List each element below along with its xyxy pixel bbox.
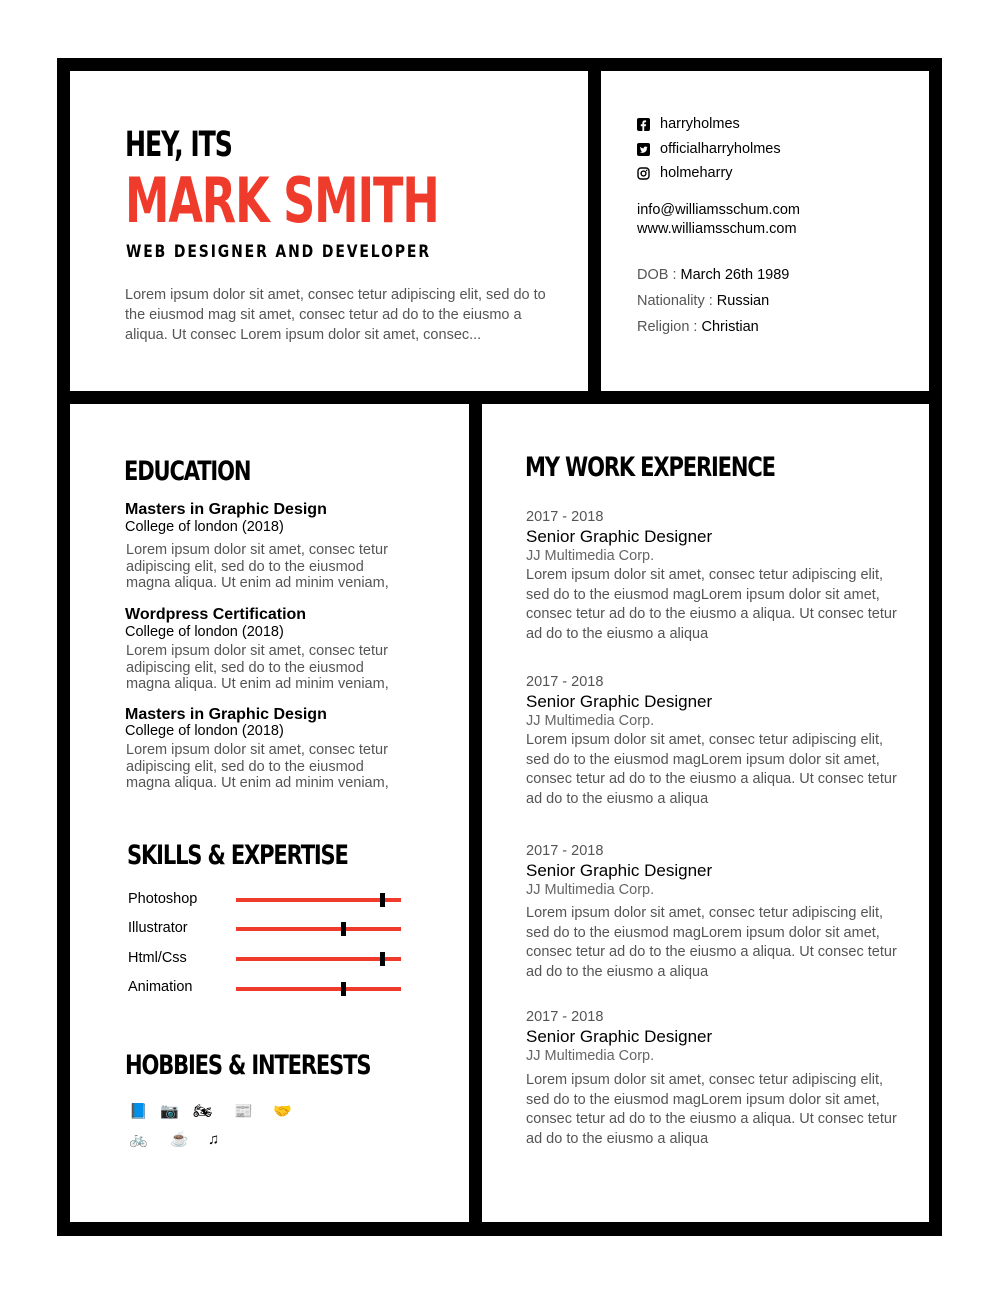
job-years: 2017 - 2018 <box>526 509 604 525</box>
email-link[interactable]: info@williamsschum.com <box>637 202 800 218</box>
instagram-handle[interactable]: holmeharry <box>660 165 733 181</box>
motorbike-icon: 🏍 <box>193 1103 213 1120</box>
job-description: Lorem ipsum dolor sit amet, consec tetur adipiscing elit, sed do to the eiusmod magLorem ipsum dolor sit amet, consec tetur ad do to the eiusmo a aliqua. Ut consec tetur ad do to the eiusmo a aliqua <box>526 732 897 808</box>
skill-level-marker <box>380 893 385 907</box>
hobbies-title: HOBBIES & INTERESTS <box>125 1050 371 1081</box>
nationality-value: Russian <box>716 293 770 309</box>
skill-level-marker <box>341 922 346 936</box>
job-years: 2017 - 2018 <box>526 674 604 690</box>
job-title: Senior Graphic Designer <box>526 527 713 546</box>
twitter-handle[interactable]: officialharryholmes <box>660 141 781 157</box>
education-degree: Masters in Graphic Design <box>125 501 327 518</box>
job-description: Lorem ipsum dolor sit amet, consec tetur adipiscing elit, sed do to the eiusmod magLorem ipsum dolor sit amet, consec tetur ad do to the eiusmo a aliqua. Ut consec tetur ad do to the eiusmo a aliqua <box>526 567 897 643</box>
coffee-icon: ☕ <box>170 1131 189 1148</box>
dob-row <box>637 267 789 283</box>
nationality-label: Nationality : <box>637 293 717 309</box>
education-description: Lorem ipsum dolor sit amet, consec tetur adipiscing elit, sed do to the eiusmod magna aliqua. Ut enim ad minim veniam, <box>126 742 389 791</box>
job-role: WEB DESIGNER AND DEVELOPER <box>126 242 431 262</box>
social-facebook[interactable] <box>637 116 740 132</box>
job-company: JJ Multimedia Corp. <box>526 882 655 898</box>
job-description: Lorem ipsum dolor sit amet, consec tetur adipiscing elit, sed do to the eiusmod magLorem ipsum dolor sit amet, consec tetur ad do to the eiusmo a aliqua. Ut consec tetur ad do to the eiusmo a aliqua <box>526 905 897 981</box>
intro-text: Lorem ipsum dolor sit amet, consec tetur adipiscing elit, sed do to the eiusmod mag sit amet, consec tetur ad do to the eiusmo a aliqua. Ut consec Lorem ipsum dolor sit amet, consec... <box>125 287 546 343</box>
skill-level-marker <box>341 982 346 996</box>
instagram-icon <box>637 167 650 180</box>
education-degree: Masters in Graphic Design <box>125 706 327 723</box>
education-school: College of london (2018) <box>125 519 284 535</box>
dob-label: DOB : <box>637 267 681 283</box>
music-icon: ♫ <box>208 1131 220 1148</box>
skill-label: Html/Css <box>128 950 187 966</box>
job-title: Senior Graphic Designer <box>526 692 713 711</box>
bicycle-icon: 🚲 <box>129 1131 148 1148</box>
religion-value: Christian <box>701 319 759 335</box>
education-title: EDUCATION <box>124 456 251 487</box>
dob-value: March 26th 1989 <box>680 267 790 283</box>
job-title: Senior Graphic Designer <box>526 861 713 880</box>
skill-label: Illustrator <box>128 920 188 936</box>
facebook-handle[interactable]: harryholmes <box>660 116 740 132</box>
job-years: 2017 - 2018 <box>526 1009 604 1025</box>
skill-label: Photoshop <box>128 891 198 907</box>
job-years: 2017 - 2018 <box>526 843 604 859</box>
newspaper-icon: 📰 <box>234 1103 253 1120</box>
religion-label: Religion : <box>637 319 702 335</box>
job-company: JJ Multimedia Corp. <box>526 1048 655 1064</box>
job-company: JJ Multimedia Corp. <box>526 548 655 564</box>
greeting: HEY, ITS <box>125 125 232 165</box>
social-instagram[interactable] <box>637 165 733 181</box>
education-degree: Wordpress Certification <box>125 606 307 623</box>
book-icon: 📘 <box>129 1103 148 1120</box>
skill-bar <box>236 987 401 991</box>
social-twitter[interactable] <box>637 141 781 157</box>
skill-bar <box>236 898 401 902</box>
skill-level-marker <box>380 952 385 966</box>
twitter-icon <box>637 143 650 156</box>
education-description: Lorem ipsum dolor sit amet, consec tetur adipiscing elit, sed do to the eiusmod magna aliqua. Ut enim ad minim veniam, <box>126 643 389 692</box>
website-link[interactable]: www.williamsschum.com <box>637 221 797 237</box>
education-description: Lorem ipsum dolor sit amet, consec tetur adipiscing elit, sed do to the eiusmod magna aliqua. Ut enim ad minim veniam, <box>126 542 389 591</box>
education-school: College of london (2018) <box>125 624 284 640</box>
religion-row <box>637 319 759 335</box>
skills-title: SKILLS & EXPERTISE <box>127 840 348 871</box>
handshake-icon: 🤝 <box>273 1103 292 1120</box>
facebook-icon <box>637 118 650 131</box>
skill-bar <box>236 957 401 961</box>
work-title: MY WORK EXPERIENCE <box>525 452 775 483</box>
job-title: Senior Graphic Designer <box>526 1027 713 1046</box>
person-name: MARK SMITH <box>125 164 439 237</box>
nationality-row <box>637 293 769 309</box>
job-description: Lorem ipsum dolor sit amet, consec tetur adipiscing elit, sed do to the eiusmod magLorem ipsum dolor sit amet, consec tetur ad do to the eiusmo a aliqua. Ut consec tetur ad do to the eiusmo a aliqua <box>526 1072 897 1148</box>
skill-label: Animation <box>128 979 193 995</box>
job-company: JJ Multimedia Corp. <box>526 713 655 729</box>
education-school: College of london (2018) <box>125 723 284 739</box>
skill-bar <box>236 927 401 931</box>
camera-icon: 📷 <box>160 1103 179 1120</box>
